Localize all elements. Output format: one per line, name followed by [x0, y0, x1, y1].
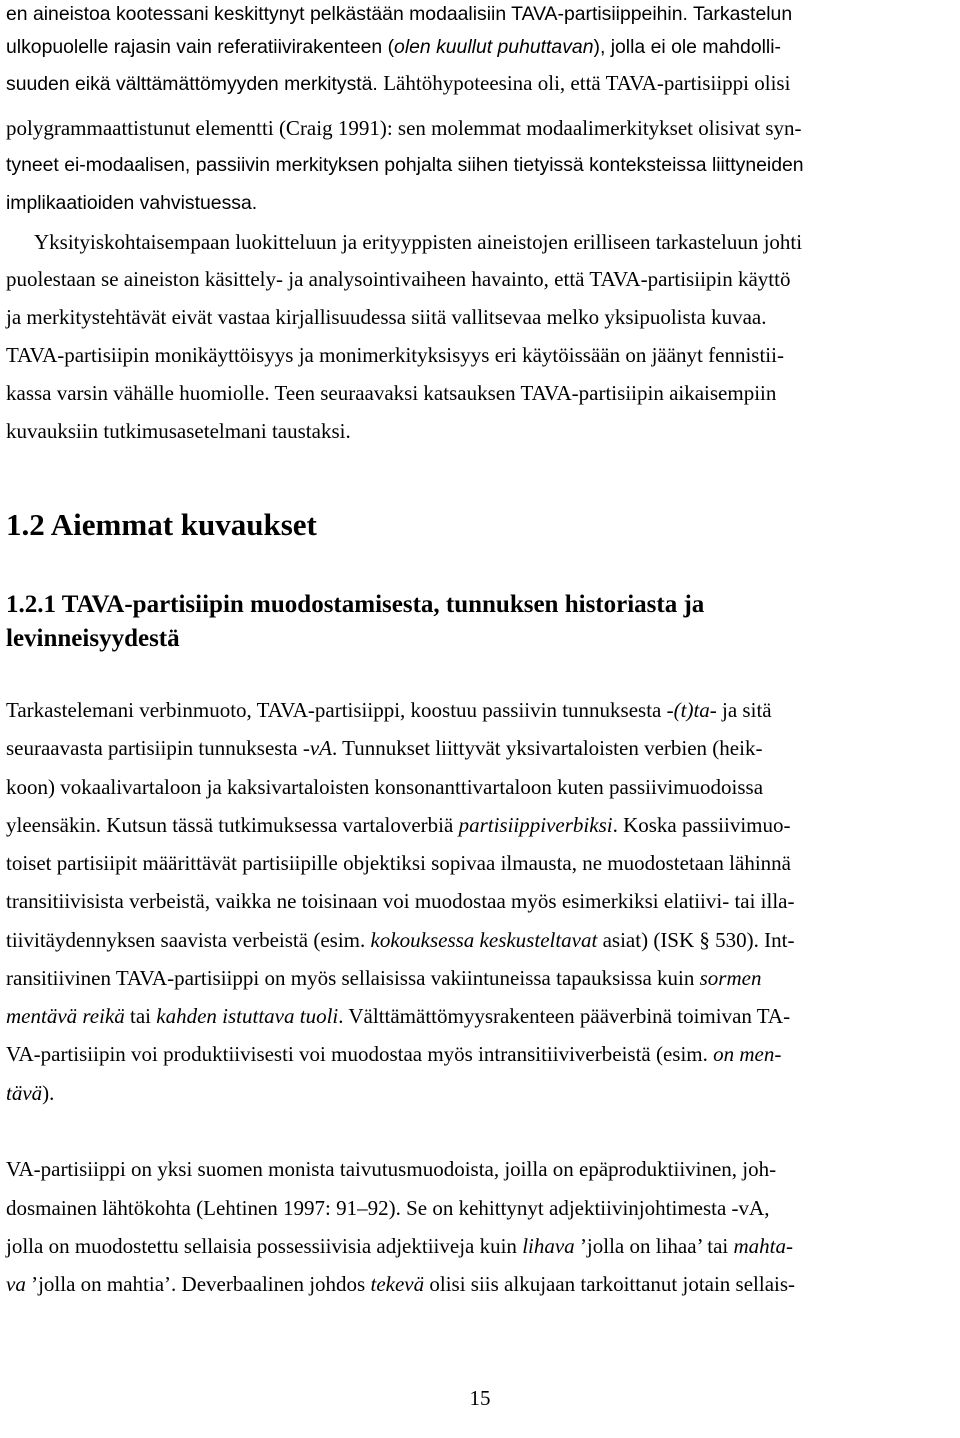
- text-segment: ), jolla ei ole mahdolli-: [593, 36, 782, 58]
- text-segment: kassa varsin vähälle huomiolle. Teen seuraavaksi katsauksen TAVA-partisiipin aikaisempiin: [6, 381, 777, 405]
- text-line: [6, 888, 795, 914]
- subsection-heading-line-1: 1.2.1 TAVA-partisiipin muodostamisesta, tunnuksen historiasta ja: [6, 591, 705, 618]
- text-line: [6, 380, 776, 406]
- text-segment: . Tunnukset liittyvät yksivartaloisten verbien (heik-: [332, 736, 763, 760]
- text-line: [6, 927, 794, 953]
- italic-text: -(t)ta-: [666, 698, 717, 722]
- text-line: [6, 152, 804, 178]
- italic-text: mentävä reikä: [6, 1004, 125, 1028]
- text-segment: ransitiivinen TAVA-partisiippi on myös sellaisissa vakiintuneissa tapauksissa kuin: [6, 966, 700, 990]
- text-segment: olisi siis alkujaan tarkoittanut jotain sellais-: [424, 1272, 796, 1296]
- text-segment: Lähtöhypoteesina oli, että TAVA-partisiippi olisi: [383, 71, 791, 95]
- text-line: [6, 774, 763, 800]
- text-segment: ulkopuolelle rajasin vain referatiivirakenteen (: [6, 36, 395, 58]
- page-number: 15: [469, 1386, 491, 1410]
- text-line: [6, 190, 257, 216]
- text-segment: ).: [42, 1081, 55, 1105]
- text-segment: toiset partisiipit määrittävät partisiipille objektiksi sopivaa ilmausta, ne muodostetaan lähinnä: [6, 851, 791, 875]
- italic-text: tekevä: [370, 1272, 425, 1296]
- text-segment: en aineistoa kootessani keskittynyt pelkästään modaalisiin TAVA-partisiippeihin. Tarkastelun: [6, 3, 793, 25]
- text-segment: ’jolla on lihaa’ tai: [574, 1234, 734, 1258]
- text-line: [6, 418, 351, 444]
- text-segment: . Välttämättömyysrakenteen pääverbinä toimivan TA-: [338, 1004, 791, 1028]
- text-segment: polygrammaattistunut elementti (Craig 1991): sen molemmat modaalimerkitykset olisivat syn-: [6, 116, 802, 140]
- text-segment: suuden eikä välttämättömyyden merkitystä.: [6, 73, 384, 95]
- text-line: [6, 266, 790, 292]
- text-segment: Tarkastelemani verbinmuoto, TAVA-partisiippi, koostuu passiivin tunnuksesta: [6, 698, 667, 722]
- italic-text: on men-: [713, 1042, 782, 1066]
- text-segment: tyneet ei-modaalisen, passiivin merkityksen pohjalta siihen tietyissä konteksteissa liittyneiden: [6, 154, 804, 176]
- text-line: [6, 1233, 793, 1259]
- text-segment: dosmainen lähtökohta (Lehtinen 1997: 91–92). Se on kehittynyt adjektiivinjohtimesta -vA,: [6, 1196, 770, 1220]
- text-segment: tiivitäydennyksen saavista verbeistä (esim.: [6, 928, 371, 952]
- text-line: [6, 342, 784, 368]
- italic-text: lihava: [522, 1234, 575, 1258]
- italic-text: kokouksessa keskusteltavat: [370, 928, 598, 952]
- italic-text: tävä: [6, 1081, 43, 1105]
- italic-text: -vA: [302, 736, 332, 760]
- text-segment: puolestaan se aineiston käsittely- ja analysointivaiheen havainto, että TAVA-partisiipin käyttö: [6, 267, 791, 291]
- italic-text: sormen: [699, 966, 762, 990]
- text-segment: VA-partisiippi on yksi suomen monista taivutusmuodoista, joilla on epäproduktiivinen, joh-: [6, 1157, 777, 1181]
- italic-text: mahta-: [733, 1234, 793, 1258]
- text-segment: TAVA-partisiipin monikäyttöisyys ja monimerkityksisyys eri käytöissään on jäänyt fennistii-: [6, 343, 784, 367]
- text-segment: jolla on muodostettu sellaisia possessiivisia adjektiiveja kuin: [6, 1234, 523, 1258]
- text-line: [6, 1, 792, 27]
- text-line: [6, 812, 790, 838]
- text-segment: yleensäkin. Kutsun tässä tutkimuksessa vartaloverbiä: [6, 813, 459, 837]
- text-segment: ja merkitystehtävät eivät vastaa kirjallisuudessa siitä vallitsevaa melko yksipuolista kuvaa.: [6, 305, 767, 329]
- text-line: [6, 1195, 769, 1221]
- text-segment: koon) vokaalivartaloon ja kaksivartaloisten konsonanttivartaloon kuten passiivimuodoissa: [6, 775, 764, 799]
- text-segment: seuraavasta partisiipin tunnuksesta: [6, 736, 303, 760]
- text-line: [6, 697, 772, 723]
- text-segment: ’jolla on mahtia’. Deverbaalinen johdos: [25, 1272, 371, 1296]
- text-segment: ja sitä: [716, 698, 772, 722]
- text-segment: asiat) (ISK § 530). Int-: [597, 928, 795, 952]
- italic-text: kahden istuttava tuoli: [156, 1004, 339, 1028]
- italic-text: olen kuullut puhuttavan: [394, 36, 594, 58]
- text-line: [6, 34, 781, 60]
- text-line: [6, 70, 790, 97]
- text-segment: implikaatioiden vahvistuessa.: [6, 192, 258, 214]
- text-segment: tai: [124, 1004, 157, 1028]
- text-line: [6, 850, 791, 876]
- text-segment: transitiivisista verbeistä, vaikka ne toisinaan voi muodostaa myös esimerkiksi elatiivi- tai illa-: [6, 889, 795, 913]
- section-heading: 1.2 Aiemmat kuvaukset: [6, 507, 317, 542]
- text-line: [6, 1156, 776, 1182]
- text-line: [6, 965, 761, 991]
- text-segment: Yksityiskohtaisempaan luokitteluun ja erityyppisten aineistojen erilliseen tarkasteluun johti: [34, 230, 803, 254]
- text-line: [6, 115, 802, 141]
- text-line: [6, 1041, 781, 1067]
- text-line: [34, 229, 802, 255]
- text-segment: . Koska passiivimuo-: [612, 813, 791, 837]
- text-segment: VA-partisiipin voi produktiivisesti voi muodostaa myös intransitiiviverbeistä (esim.: [6, 1042, 714, 1066]
- text-line: [6, 1271, 795, 1297]
- italic-text: va: [6, 1272, 26, 1296]
- subsection-heading-line-2: levinneisyydestä: [6, 625, 180, 652]
- text-line: [6, 304, 766, 330]
- text-line: [6, 735, 762, 761]
- text-line: [6, 1080, 54, 1106]
- text-line: [6, 1003, 790, 1029]
- text-segment: kuvauksiin tutkimusasetelmani taustaksi.: [6, 419, 351, 443]
- italic-text: partisiippiverbiksi: [458, 813, 613, 837]
